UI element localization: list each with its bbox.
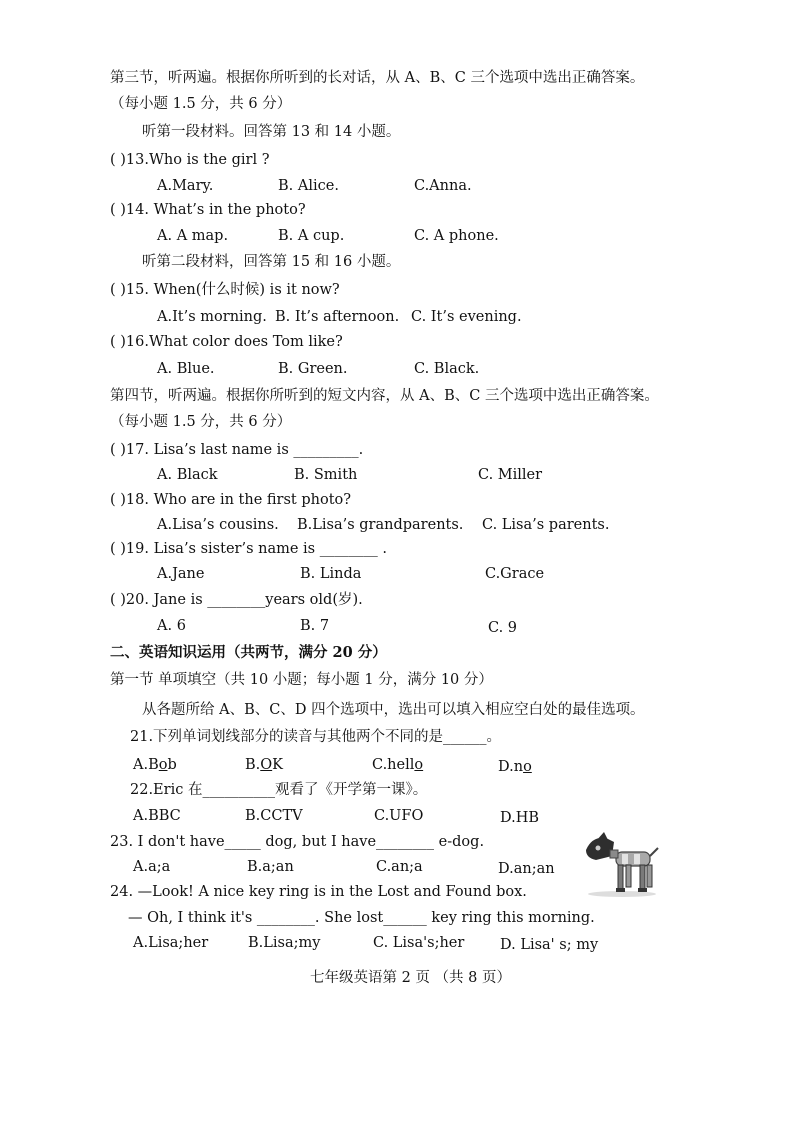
question-19-stem: ( )19. Lisa’s sister’s name is ________ . (110, 541, 387, 557)
section4-scoring: （每小题 1.5 分，共 6 分） (110, 414, 292, 430)
question-20-option-c: C. 9 (488, 620, 518, 636)
question-13-option-b: B. Alice. (278, 178, 339, 194)
option-text: B. (245, 757, 261, 773)
question-19-option-b: B. Linda (300, 566, 362, 582)
part2-instruction: 从各题所给 A、B、C、D 四个选项中，选出可以填入相应空白处的最佳选项。 (142, 702, 645, 718)
question-23-option-d: D.an;an (498, 861, 555, 877)
question-18-option-b: B.Lisa’s grandparents. (297, 517, 464, 533)
underlined-letter: o (158, 757, 168, 773)
underlined-letter: O (260, 757, 273, 773)
question-20-option-a: A. 6 (157, 618, 186, 634)
underlined-letter: o (523, 759, 532, 775)
option-text: A.B (133, 757, 159, 773)
section3-heading: 第三节，听两遍。根据你所听到的长对话，从 A、B、C 三个选项中选出正确答案。 (110, 70, 645, 86)
question-19-option-a: A.Jane (157, 566, 205, 582)
question-18-stem: ( )18. Who are in the first photo? (110, 492, 352, 508)
question-14-option-c: C. A phone. (414, 228, 499, 244)
question-15-option-a: A.It’s morning. (157, 309, 267, 325)
question-21-stem: 21.下列单词划线部分的读音与其他两个不同的是______。 (130, 729, 502, 745)
question-21-option-c (372, 755, 423, 775)
question-15-option-c: C. It’s evening. (411, 309, 522, 325)
question-13-option-a: A.Mary. (157, 178, 214, 194)
question-21-option-d (498, 757, 532, 777)
option-text: b (167, 757, 177, 773)
question-22-option-a: A.BBC (133, 808, 181, 824)
question-24-option-c: C. Lisa's;her (373, 935, 465, 951)
underlined-letter: o (414, 757, 424, 773)
option-text: D.n (498, 759, 524, 775)
part2-heading: 二、英语知识运用（共两节，满分 20 分） (110, 644, 387, 661)
question-24-stem-reply: — Oh, I think it's ________. She lost______ key ring this morning. (128, 910, 595, 926)
question-20-option-b: B. 7 (300, 618, 330, 634)
section4-heading: 第四节，听两遍。根据你所听到的短文内容，从 A、B、C 三个选项中选出正确答案。 (110, 388, 659, 404)
question-24-option-a: A.Lisa;her (133, 935, 209, 951)
section3-intro2: 听第二段材料，回答第 15 和 16 小题。 (142, 254, 401, 270)
question-17-option-c: C. Miller (478, 467, 543, 483)
question-16-stem: ( )16.What color does Tom like? (110, 334, 343, 350)
question-15-stem: ( )15. When(什么时候) is it now? (110, 282, 340, 298)
robot-dog-icon (582, 830, 662, 900)
question-18-option-a: A.Lisa’s cousins. (157, 517, 279, 533)
question-21-option-a (133, 755, 177, 775)
question-22-option-b: B.CCTV (245, 808, 303, 824)
question-22-option-c: C.UFO (374, 808, 424, 824)
question-24-stem: 24. —Look! A nice key ring is in the Lost and Found box. (110, 884, 527, 900)
question-24-option-d: D. Lisa' s; my (500, 937, 599, 953)
question-23-option-a: A.a;a (133, 859, 171, 875)
question-17-option-a: A. Black (157, 467, 218, 483)
question-13-stem: ( )13.Who is the girl ? (110, 152, 270, 168)
question-14-option-a: A. A map. (157, 228, 229, 244)
section3-intro1: 听第一段材料。回答第 13 和 14 小题。 (142, 124, 401, 140)
page-footer: 七年级英语第 2 页 （共 8 页） (310, 970, 511, 986)
question-17-option-b: B. Smith (294, 467, 358, 483)
question-14-stem: ( )14. What’s in the photo? (110, 202, 306, 218)
option-text: C.hell (372, 757, 415, 773)
part2-section1-heading: 第一节 单项填空（共 10 小题；每小题 1 分，满分 10 分） (110, 672, 493, 688)
question-13-option-c: C.Anna. (414, 178, 472, 194)
question-21-option-b (245, 755, 283, 775)
question-15-option-b: B. It’s afternoon. (275, 309, 400, 325)
question-16-option-a: A. Blue. (157, 361, 215, 377)
question-22-stem: 22.Eric 在__________观看了《开学第一课》。 (130, 782, 428, 798)
question-24-option-b: B.Lisa;my (248, 935, 321, 951)
question-22-option-d: D.HB (500, 810, 540, 826)
option-text: K (272, 757, 283, 773)
question-23-stem: 23. I don't have_____ dog, but I have________ e-dog. (110, 834, 485, 850)
question-16-option-b: B. Green. (278, 361, 348, 377)
question-23-option-b: B.a;an (247, 859, 294, 875)
question-23-option-c: C.an;a (376, 859, 423, 875)
question-14-option-b: B. A cup. (278, 228, 345, 244)
question-16-option-c: C. Black. (414, 361, 480, 377)
question-17-stem: ( )17. Lisa’s last name is _________. (110, 442, 364, 458)
question-20-stem: ( )20. Jane is ________years old(岁). (110, 592, 363, 608)
section3-scoring: （每小题 1.5 分，共 6 分） (110, 96, 292, 112)
question-19-option-c: C.Grace (485, 566, 545, 582)
question-18-option-c: C. Lisa’s parents. (482, 517, 610, 533)
